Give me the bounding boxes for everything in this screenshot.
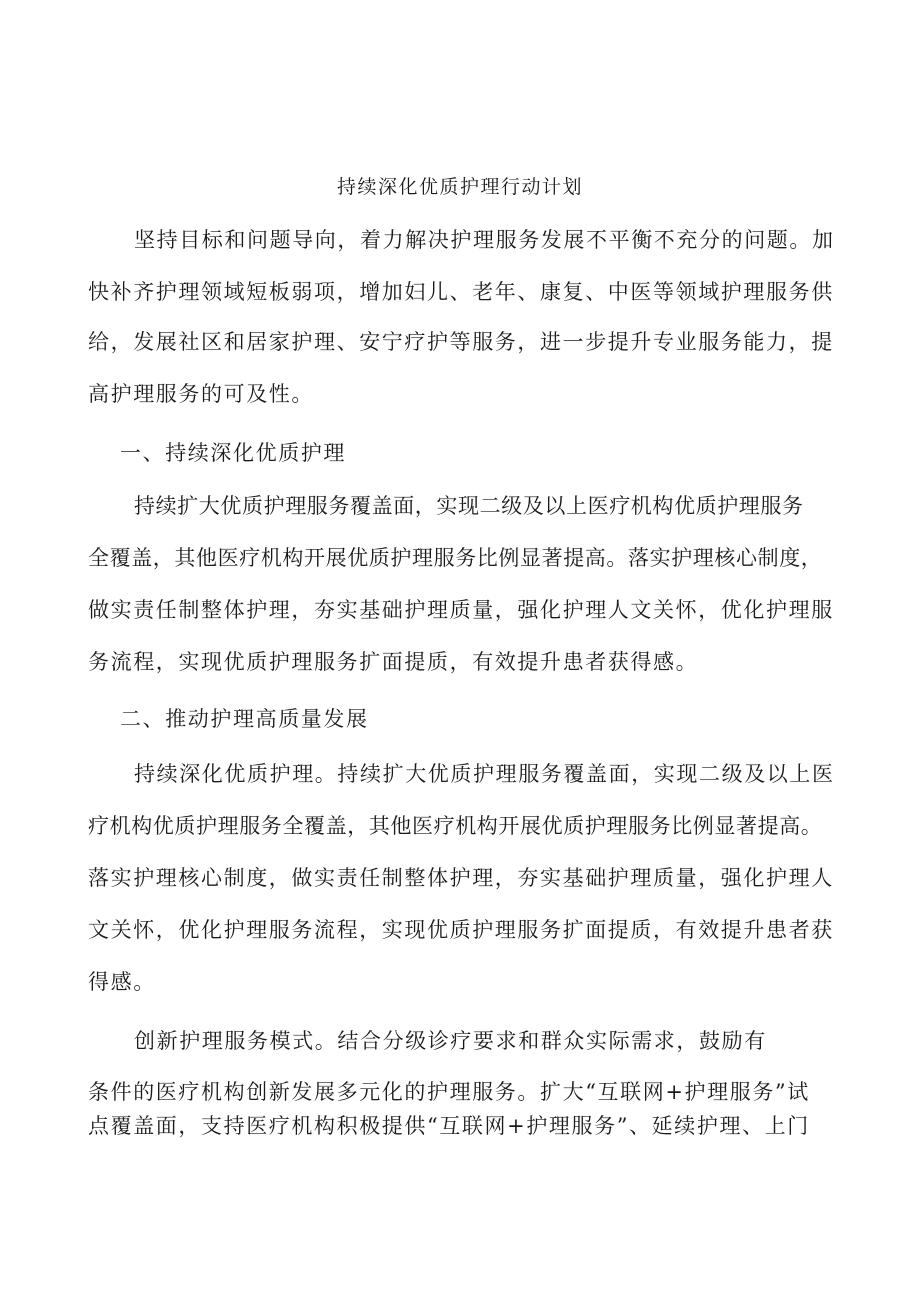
section2-line-5: 得感。	[88, 970, 156, 994]
section3-line-3: 点覆盖面，支持医疗机构积极提供“互联网+护理服务”、延续护理、上门	[88, 1114, 810, 1138]
intro-line-1: 坚持目标和问题导向，着力解决护理服务发展不平衡不充分的问题。加	[134, 228, 835, 252]
section1-heading: 一、持续深化优质护理	[120, 441, 346, 465]
intro-line-3: 给，发展社区和居家护理、安宁疗护等服务，进一步提升专业服务能力，提	[88, 330, 834, 354]
section2-line-1: 持续深化优质护理。持续扩大优质护理服务覆盖面，实现二级及以上医	[134, 762, 835, 786]
document-title: 持续深化优质护理行动计划	[336, 176, 583, 198]
intro-line-4: 高护理服务的可及性。	[88, 382, 314, 406]
section3-line-1: 创新护理服务模式。结合分级诊疗要求和群众实际需求，鼓励有	[134, 1029, 767, 1053]
section1-line-2: 全覆盖，其他医疗机构开展优质护理服务比例显著提高。落实护理核心制度，	[88, 546, 823, 570]
section1-line-4: 务流程，实现优质护理服务扩面提质，有效提升患者获得感。	[88, 650, 699, 674]
section2-line-2: 疗机构优质护理服务全覆盖，其他医疗机构开展优质护理服务比例显著提高。	[88, 814, 823, 838]
section2-line-3: 落实护理核心制度，做实责任制整体护理，夯实基础护理质量，强化护理人	[88, 866, 834, 890]
section1-line-1: 持续扩大优质护理服务覆盖面，实现二级及以上医疗机构优质护理服务	[134, 494, 804, 518]
section2-heading: 二、推动护理高质量发展	[120, 707, 369, 731]
section2-line-4: 文关怀，优化护理服务流程，实现优质护理服务扩面提质，有效提升患者获	[88, 918, 834, 942]
section3-line-2: 条件的医疗机构创新发展多元化的护理服务。扩大“互联网+护理服务”试	[88, 1080, 810, 1104]
section1-line-3: 做实责任制整体护理，夯实基础护理质量，强化护理人文关怀，优化护理服	[88, 598, 834, 622]
intro-line-2: 快补齐护理领域短板弱项，增加妇儿、老年、康复、中医等领域护理服务供	[88, 280, 834, 304]
